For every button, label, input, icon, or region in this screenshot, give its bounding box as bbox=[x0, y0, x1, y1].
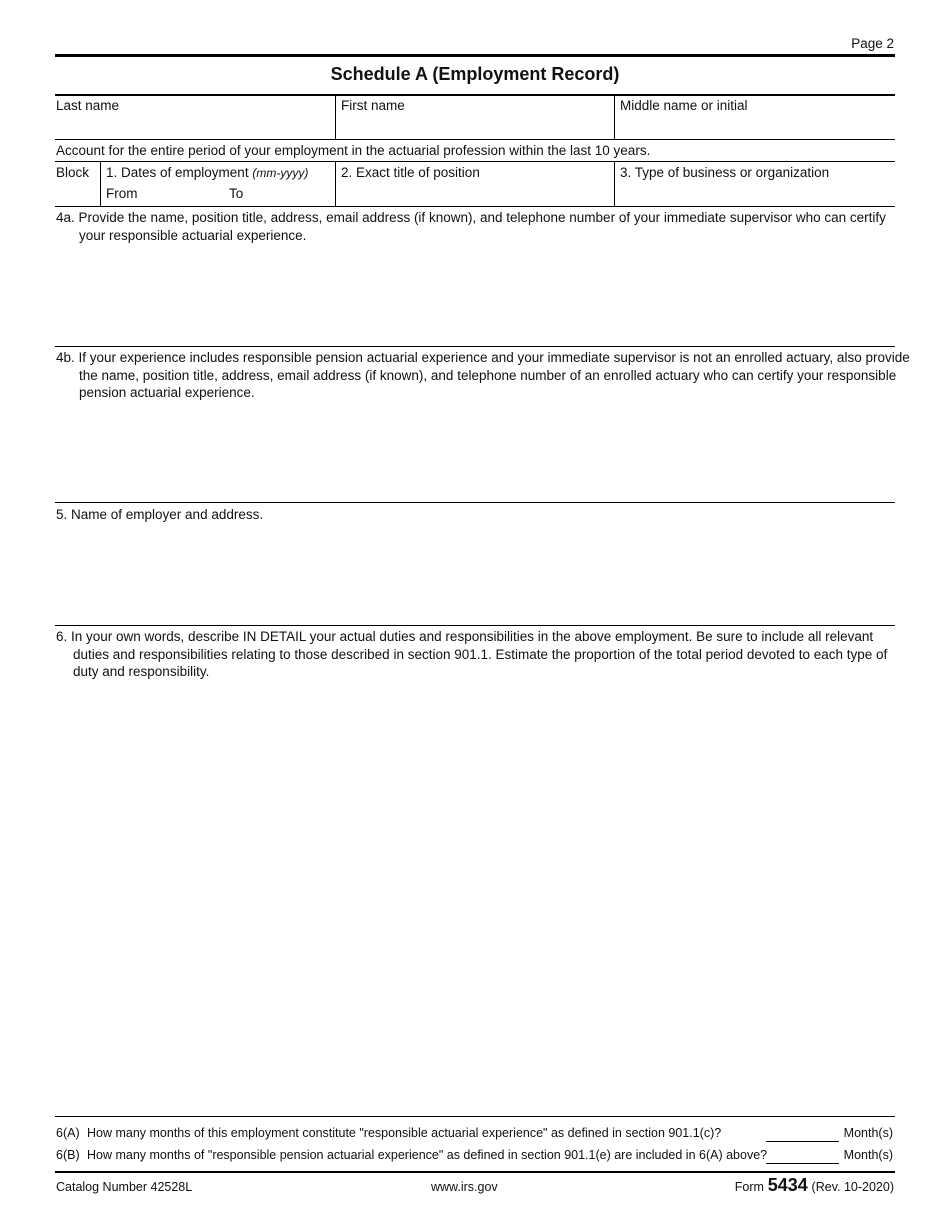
divider bbox=[55, 1116, 895, 1117]
question-6a-label: 6(A) bbox=[56, 1126, 80, 1140]
from-label: From bbox=[106, 186, 138, 201]
dates-label-text: 1. Dates of employment bbox=[106, 165, 249, 180]
account-note: Account for the entire period of your employment in the actuarial profession within the last 10 years. bbox=[56, 143, 651, 158]
catalog-number: Catalog Number 42528L bbox=[56, 1180, 193, 1194]
months-6b-input[interactable] bbox=[766, 1146, 839, 1163]
divider bbox=[100, 162, 101, 206]
question-6: 6. In your own words, describe IN DETAIL your actual duties and responsibilities in the above employment. Be sure to include all relevant duties and responsibilities relating to those described in section 901.1. Estimate the proportion of the total period devoted to each type of duty and responsibility. bbox=[56, 629, 888, 679]
block-label: Block bbox=[56, 165, 90, 180]
first-name-label: First name bbox=[341, 98, 405, 113]
months-6a-input[interactable] bbox=[766, 1124, 839, 1141]
website: www.irs.gov bbox=[431, 1180, 498, 1194]
question-4a: 4a. Provide the name, position title, address, email address (if known), and telephone number of your immediate supervisor who can certify your responsible actuarial experience. bbox=[56, 210, 886, 243]
last-name-label: Last name bbox=[56, 98, 120, 113]
question-4b: 4b. If your experience includes responsible pension actuarial experience and your immediate supervisor is not an enrolled actuary, also provide the name, position title, address, email address (if known), and telephone number of an enrolled actuary who can certify your responsible pension actuarial experience. bbox=[56, 350, 910, 400]
to-label: To bbox=[229, 186, 244, 201]
question-6a-unit: Month(s) bbox=[843, 1126, 893, 1140]
form-title: Schedule A (Employment Record) bbox=[330, 64, 620, 84]
divider bbox=[614, 96, 615, 139]
divider bbox=[55, 139, 895, 140]
form-number: 5434 bbox=[767, 1175, 808, 1195]
business-type-field[interactable] bbox=[615, 182, 895, 205]
divider bbox=[55, 206, 895, 207]
duties-field[interactable] bbox=[55, 683, 895, 1113]
employer-field[interactable] bbox=[55, 526, 895, 624]
from-date-field[interactable] bbox=[146, 184, 224, 204]
to-date-field[interactable] bbox=[248, 184, 333, 204]
months-6b-underline bbox=[766, 1163, 839, 1164]
last-name-field[interactable] bbox=[55, 96, 335, 139]
question-6b-text: How many months of "responsible pension actuarial experience" as defined in section 901.1(e) are included in 6(A) above? bbox=[87, 1148, 768, 1162]
form-revision: (Rev. 10-2020) bbox=[811, 1180, 894, 1194]
position-title-label: 2. Exact title of position bbox=[341, 165, 480, 180]
divider bbox=[55, 502, 895, 503]
position-title-field[interactable] bbox=[336, 182, 614, 205]
first-name-field[interactable] bbox=[336, 96, 614, 139]
divider bbox=[55, 346, 895, 347]
business-type-label: 3. Type of business or organization bbox=[620, 165, 830, 180]
months-6a-underline bbox=[766, 1141, 839, 1142]
middle-name-field[interactable] bbox=[615, 96, 895, 139]
supervisor-field[interactable] bbox=[55, 246, 895, 344]
question-5: 5. Name of employer and address. bbox=[56, 507, 264, 522]
divider bbox=[335, 96, 336, 139]
divider bbox=[55, 625, 895, 626]
question-6b-unit: Month(s) bbox=[843, 1148, 893, 1162]
top-rule bbox=[55, 54, 895, 57]
form-id bbox=[735, 1175, 894, 1196]
dates-label bbox=[106, 165, 308, 181]
dates-format: (mm-yyyy) bbox=[252, 166, 309, 180]
question-6b-label: 6(B) bbox=[56, 1148, 80, 1162]
divider bbox=[55, 161, 895, 162]
question-6a-text: How many months of this employment constitute "responsible actuarial experience" as defined in section 901.1(c)? bbox=[87, 1126, 722, 1140]
form-word: Form bbox=[734, 1180, 764, 1194]
enrolled-actuary-field[interactable] bbox=[55, 403, 895, 500]
page-label: Page 2 bbox=[851, 36, 894, 51]
middle-name-label: Middle name or initial bbox=[620, 98, 748, 113]
bottom-rule bbox=[55, 1171, 895, 1173]
